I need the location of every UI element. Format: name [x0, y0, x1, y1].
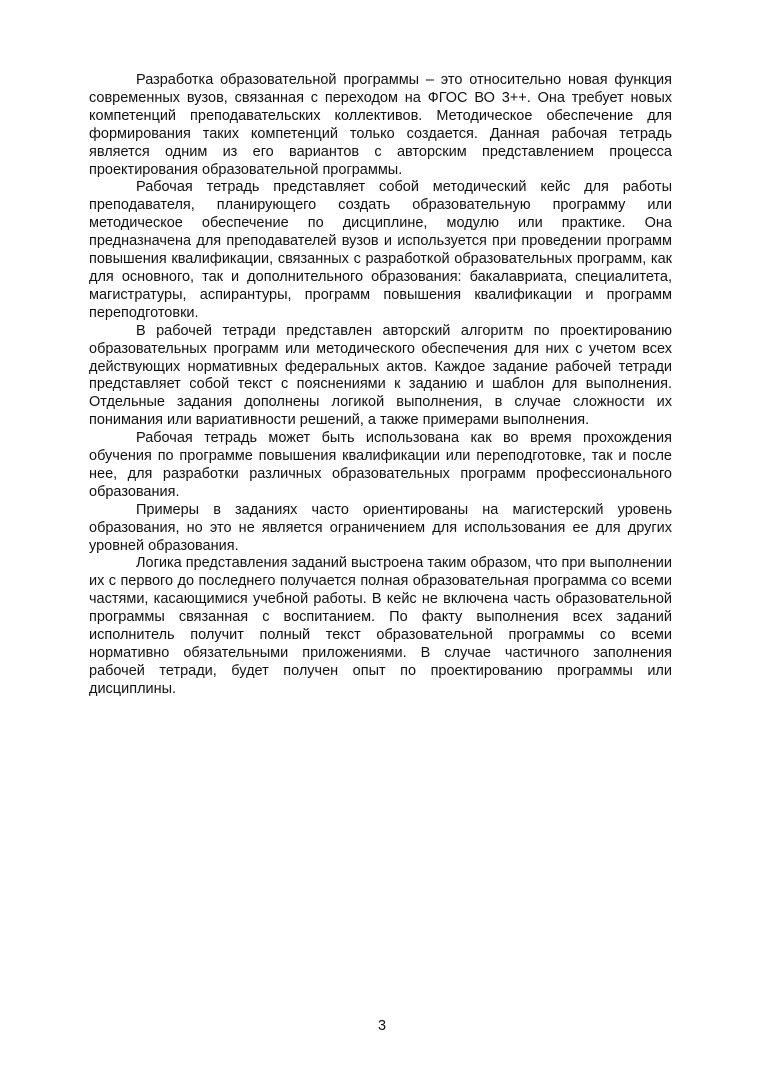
paragraph-3: В рабочей тетради представлен авторский алгоритм по проектированию образовательных программ или методического обеспечения для них с учетом всех действующих нормативных федеральных актов. Каждое задание рабочей тетради представляет собой текст с пояснениями к заданию и шаблон для выполнения. Отдельные задания дополнены логикой выполнения, в случае сложности их понимания или вариативности решений, а также примерами выполнения. [89, 322, 672, 429]
body-text [89, 72, 672, 699]
paragraph-6: Логика представления заданий выстроена таким образом, что при выполнении их с первого до последнего получается полная образовательная программа со всеми частями, касающимися учебной работы. В кейс не включена часть образовательной программы связанная с воспитанием. По факту выполнения всех заданий исполнитель получит полный текст образовательной программы со всеми нормативно обязательными приложениями. В случае частичного заполнения рабочей тетради, будет получен опыт по проектированию программы или дисциплины. [89, 555, 672, 697]
paragraph-5: Примеры в заданиях часто ориентированы на магистерский уровень образования, но это не является ограничением для использования ее для других уровней образования. [89, 501, 672, 554]
paragraph-4: Рабочая тетрадь может быть использована как во время прохождения обучения по программе повышения квалификации или переподготовке, так и после нее, для разработки различных образовательных программ профессионального образования. [89, 430, 672, 500]
paragraph-1: Разработка образовательной программы – это относительно новая функция современных вузов, связанная с переходом на ФГОС ВО 3++. Она требует новых компетенций преподавательских коллективов. Методическое обеспечение для формирования таких компетенций только создается. Данная рабочая тетрадь является одним из его вариантов с авторским представлением процесса проектирования образовательной программы. [89, 72, 672, 178]
page-number: 3 [377, 1018, 387, 1034]
paragraph-2: Рабочая тетрадь представляет собой методический кейс для работы преподавателя, планирующего создать образовательную программу или методическое обеспечение по дисциплине, модулю или практике. Она предназначена для преподавателей вузов и используется при проведении программ повышения квалификации, связанных с разработкой образовательных программ, как для основного, так и дополнительного образования: бакалавриата, специалитета, магистратуры, аспирантуры, программ повышения квалификации и программ переподготовки. [89, 179, 672, 321]
